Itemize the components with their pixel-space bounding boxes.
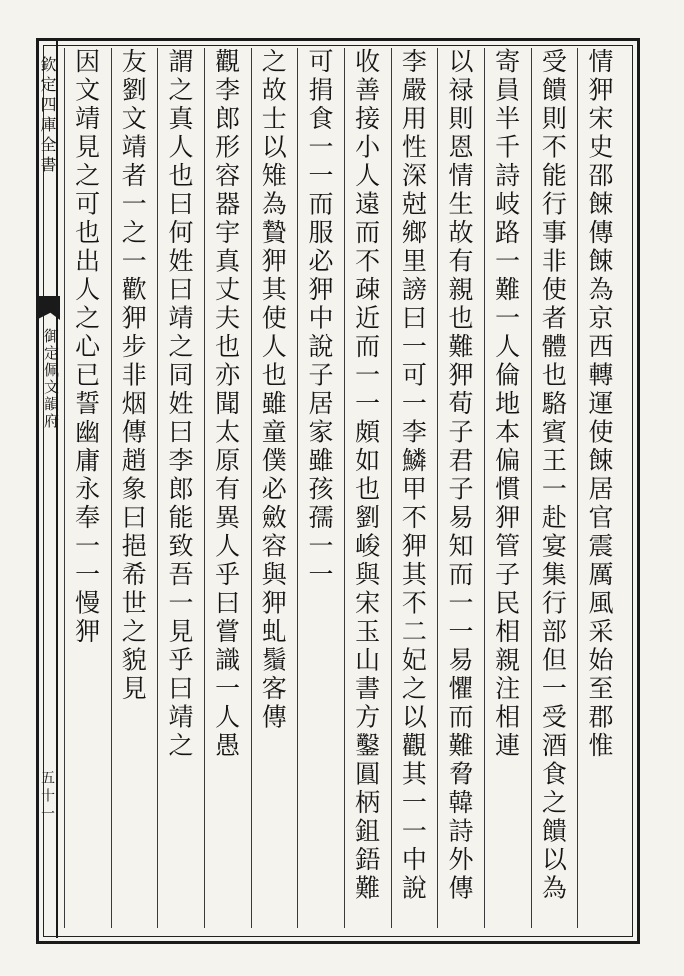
text-columns (64, 48, 624, 928)
banxin-book-title: 御定佩文韻府 (42, 328, 60, 430)
text-column: 可捐食一一而服必狎中說子居家雖孩孺一一 (297, 48, 344, 928)
text-column: 寄員半千詩岐路一難一人倫地本偏慣狎管子民相親注相連 (484, 48, 531, 928)
text-column: 以禄則恩情生故有親也難狎荀子君子易知而一一易懼而難脅韓詩外傳 (437, 48, 484, 928)
text-column: 因文靖見之可也出人之心已誓幽庸永奉一一慢狎 (64, 48, 111, 928)
page-number: 五十一 (39, 770, 55, 824)
text-column: 情狎宋史邵餗傳餗為京西轉運使餗居官震厲風采始至郡惟 (577, 48, 624, 928)
text-column: 觀李郎形容器宇真丈夫也亦聞太原有異人乎曰嘗識一人愚 (204, 48, 251, 928)
text-column: 受饋則不能行事非使者體也駱賓王一赴宴集行部但一受酒食之饋以為 (531, 48, 578, 928)
banxin-title: 欽定四庫全書 (38, 56, 57, 176)
text-column: 李嚴用性深尅鄉里謗曰一可一李鱗甲不狎其不二妃之以觀其一一中說 (391, 48, 438, 928)
text-column: 友劉文靖者一之一歡狎步非烟傳趙象曰挹希世之貌見 (111, 48, 158, 928)
text-column: 之故士以雉為贄狎其使人也雖童僕必斂容與狎虬鬚客傳 (251, 48, 298, 928)
text-column: 收善接小人遠而不疎近而一一頗如也劉峻與宋玉山書方鑿圓柄鉏鋙難 (344, 48, 391, 928)
text-column: 謂之真人也曰何姓曰靖之同姓曰李郎能致吾一見乎曰靖之 (157, 48, 204, 928)
